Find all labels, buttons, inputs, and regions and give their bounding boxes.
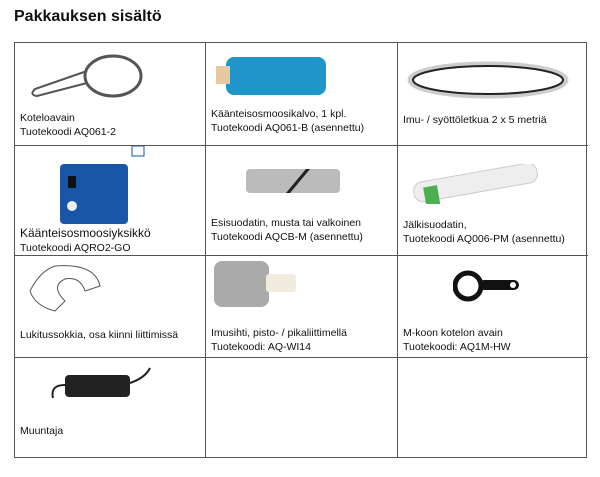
item-name: Muuntaja <box>20 425 64 437</box>
contents-table <box>14 42 587 458</box>
item-name: Koteloavain <box>20 112 75 124</box>
hose-image <box>403 58 573 103</box>
membrane-image <box>216 51 331 101</box>
item-name: Käänteisosmoosikalvo, 1 kpl. <box>211 108 347 120</box>
empty-cell <box>206 358 398 457</box>
locking-clip-image <box>25 261 105 316</box>
item-cell <box>15 358 206 457</box>
item-cell <box>206 256 398 358</box>
page-title: Pakkauksen sisältö <box>14 8 162 25</box>
item-cell <box>206 43 398 146</box>
item-code: Tuotekoodi AQRO2-GO <box>20 242 131 254</box>
item-cell <box>398 43 588 146</box>
item-code: Tuotekoodi AQCB-M (asennettu) <box>211 231 363 243</box>
item-code: Tuotekoodi AQ061-2 <box>20 126 116 138</box>
item-name: Imusihti, pisto- / pikaliittimellä <box>211 327 347 339</box>
power-adapter-image <box>45 363 155 403</box>
item-cell <box>15 43 206 146</box>
intake-strainer-image <box>214 259 304 309</box>
item-cell <box>15 146 206 256</box>
housing-key-image <box>25 51 145 101</box>
postfilter-image <box>408 164 548 204</box>
item-code: Tuotekoodi AQ006-PM (asennettu) <box>403 233 565 245</box>
item-code: Tuotekoodi AQ061-B (asennettu) <box>211 122 365 134</box>
item-cell <box>398 146 588 256</box>
item-name: Esisuodatin, musta tai valkoinen <box>211 217 361 229</box>
ro-unit-image <box>60 146 170 226</box>
item-code: Tuotekoodi: AQ-WI14 <box>211 341 311 353</box>
item-cell <box>398 256 588 358</box>
item-name: Käänteisosmoosiyksikkö <box>20 226 151 240</box>
prefilter-image <box>246 166 346 196</box>
item-code: Tuotekoodi: AQ1M-HW <box>403 341 511 353</box>
item-name: M-koon kotelon avain <box>403 327 503 339</box>
item-cell <box>206 146 398 256</box>
item-name: Lukitussokkia, osa kiinni liittimissä <box>20 329 179 341</box>
item-name: Imu- / syöttöletkua 2 x 5 metriä <box>403 114 547 126</box>
empty-cell <box>398 358 588 457</box>
item-name: Jälkisuodatin, <box>403 219 467 231</box>
item-cell <box>15 256 206 358</box>
m-housing-key-image <box>453 268 523 308</box>
